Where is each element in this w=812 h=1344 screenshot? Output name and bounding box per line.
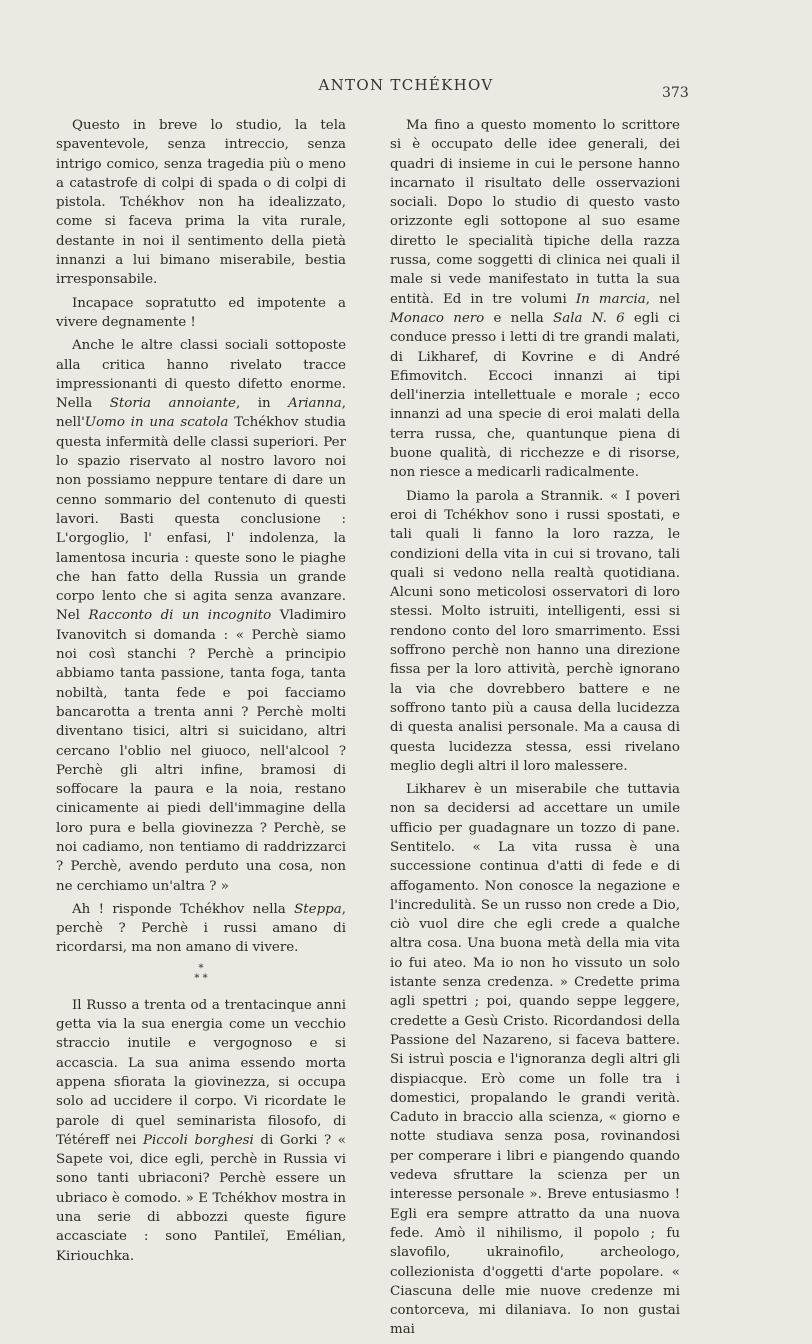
text-run: Tchékhov studia questa infermità delle classi superiori. Per lo spazio riservato al nostro lavoro noi non possiamo neppure tentare di dare un cenno sommario del contenuto di questi lavori. Basti questa conclusione : L'orgoglio, l' enfasi, l' indolenza, la lamentosa incuria : queste sono le piaghe che han fatto della Russia un grande corpo lento che si agita senza avanzare. Nel <box>56 415 346 624</box>
text-run: Vladimiro Ivanovitch si domanda : « Perchè siamo noi così stanchi ? Perchè a principio abbiamo tanta passione, tanta foga, tanta nobiltà, tanta fede e poi facciamo bancarotta a trenta anni ? Perchè molti diventano tisici, altri si suicidano, altri cercano l'oblio nel giuoco, nell'alcool ? Perchè gli altri infine, bramosi di soffocare la paura e la noia, restano cinicamente ai piedi dell'immagine della loro pura e bella giovinezza ? Perchè, se noi cadiamo, non tentiamo di raddrizzarci ? Perchè, avendo perduto una cosa, non ne cerchiamo un'altra ? » <box>56 608 347 894</box>
text-run: Il Russo a trenta od a trentacinque anni getta via la sua energia come un vecchio straccio inutile e vergognoso e si accascia. La sua anima essendo morta appena sfiorata la giovinezza, si occupa solo ad uccidere il corpo. Vi ricordate le parole di quel seminarista filosofo, di Tétéreff nei <box>56 997 346 1148</box>
text-run: Diamo la parola a Strannik. « I poveri eroi di Tchékhov sono i russi spostati, e tali quali li fanno la loro razza, le condizioni della vita in cui si trovano, tali quali si vedono nella realtà quotidiana. Alcuni sono meticolosi osservatori di loro stessi. Molto istruiti, intelligenti, essi si rendono conto del loro smarrimento. Essi soffrono perchè non hanno una direzione fissa per la loro attività, perchè ignorano la via che dovrebbero battere e ne soffrono tanto più a causa della lucidezza di questa analisi personale. Ma a causa di questa lucidezza stessa, essi rivelano meglio degli altri il loro malessere. <box>390 488 680 774</box>
text-run: e nella <box>484 310 554 326</box>
text-run: di Gorki ? « Sapete voi, dice egli, perchè in Russia vi sono tanti ubriaconi? Perchè essere un ubriaco è comodo. » E Tchékhov mostra in una serie di abbozzi queste figure accasciate : sono Pantileï, Emélian, Kiriouchka. <box>56 1132 346 1264</box>
work-title: Storia annoiante <box>109 396 236 412</box>
paragraph <box>56 996 346 1266</box>
section-asterism: * * * <box>194 962 208 984</box>
text-run: , nell' <box>56 396 346 431</box>
paragraph <box>56 900 346 958</box>
paragraph <box>390 116 680 483</box>
paragraph <box>390 780 680 1340</box>
paragraph <box>56 116 346 290</box>
paragraph <box>56 336 346 896</box>
text-run: Incapace sopratutto ed impotente a vivere degnamente ! <box>56 295 346 330</box>
text-run: Ma fino a questo momento lo scrittore si è occupato delle idee generali, dei quadri di insieme in cui le persone hanno incarnato il risultato delle osservazioni sociali. Dopo lo studio di questo vasto orizzonte egli sottopone al suo esame diretto le specialità tipiche della razza russa, come soggetti di clinica nei quali il male si vede manifestato in tutta la sua entità. Ed in tre volumi <box>390 118 680 307</box>
work-title: Racconto di un incognito <box>88 608 272 624</box>
paragraph <box>56 294 346 333</box>
running-title: ANTON TCHÉKHOV <box>318 76 494 94</box>
work-title: In marcia <box>575 291 646 307</box>
left-column <box>56 116 346 1270</box>
work-title: Uomo in una scatola <box>84 415 229 431</box>
text-run: , perchè ? Perchè i russi amano di ricordarsi, ma non amano di vivere. <box>56 901 346 956</box>
text-run: egli ci conduce presso i letti di tre grandi malati, di Likharef, di Kovrine e di André Efimovitch. Eccoci innanzi ai tipi dell'inerzia intellettuale e morale ; ecco innanzi ad una specie di eroi malati della terra russa, che, quantunque piena di buone qualità, di ricchezze e di risorse, non riesce a medicarli radicalmente. <box>390 310 680 481</box>
work-title: Monaco nero <box>390 310 485 326</box>
text-run: , in <box>235 396 289 412</box>
text-run: Anche le altre classi sociali sottoposte alla critica hanno rivelato tracce impressionanti di questo difetto enorme. Nella <box>56 338 346 412</box>
text-run: Questo in breve lo studio, la tela spaventevole, senza intreccio, senza intrigo comico, senza tragedia più o meno a catastrofe di colpi di spada o di colpi di pistola. Tchékhov non ha idealizzato, come si faceva prima la vita rurale, destante in noi il sentimento della pietà innanzi a lui bimano miserabile, bestia irresponsabile. <box>56 118 346 288</box>
text-run: , nel <box>645 291 680 307</box>
work-title: Steppa <box>294 901 342 917</box>
work-title: Sala N. 6 <box>553 310 625 326</box>
text-run: Likharev è un miserabile che tuttavia non sa decidersi ad accettare un umile ufficio per guadagnare un tozzo di pane. Sentitelo. « La vita russa è una successione continua d'atti di fede e di affogamento. Non conosce la negazione e l'incredulità. Se un russo non crede a Dio, ciò vuol dire che egli crede a qualche altra cosa. Una buona metà della mia vita io fui ateo. Ma io non ho vissuto un solo istante senza credenza. » Credette prima agli spettri ; poi, quando seppe leggere, credette a Gesù Cristo. Ricordandosi della Passione del Nazareno, si faceva battere. Si istruì poscia e l'ignoranza degli altri gli dispiacque. Erò come un folle tra i domestici, propalando le grandi verità. Caduto in braccio alla scienza, « giorno e notte studiava senza posa, rovinandosi per comperare i libri e piangendo quando vedeva sfruttare la scienza per un interesse personale ». Breve entusiasmo ! Egli era sempre attratto da una nuova fede. Amò il nihilismo, il popolo ; fu slavofilo, ukrainofilo, archeologo, collezionista d'oggetti d'arte popolare. « Ciascuna delle mie nuove credenze mi contorceva, mi dilaniava. Io non gustai mai <box>390 782 680 1338</box>
work-title: Arianna <box>288 396 342 412</box>
page-number: 373 <box>662 85 689 101</box>
paragraph <box>390 487 680 776</box>
work-title: Piccoli borghesi <box>142 1132 254 1148</box>
right-column <box>390 116 680 1344</box>
text-run: Ah ! risponde Tchékhov nella <box>72 901 295 917</box>
